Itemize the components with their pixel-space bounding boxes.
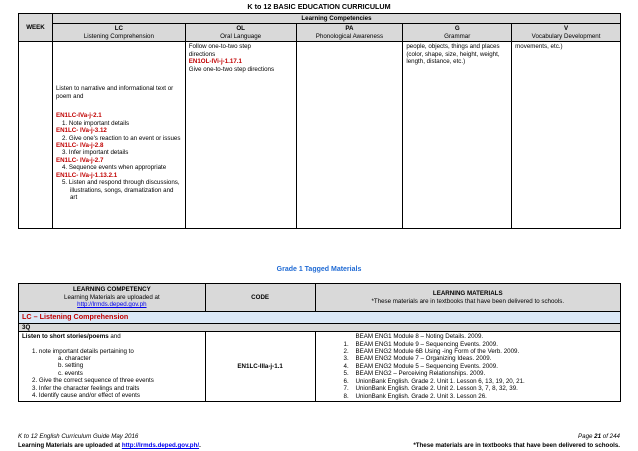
materials-header: LEARNING MATERIALS *These materials are in textbooks that have been delivered to schools. — [315, 284, 620, 312]
material-item: 1. BEAM ENG1 Module 9 – Sequencing Events. 2009. — [343, 340, 498, 348]
tagged-materials-table — [18, 283, 621, 402]
footer-page-number: Page 21 of 244 — [578, 433, 620, 440]
column-header-ol: OL Oral Language — [185, 24, 296, 42]
document-title: K to 12 BASIC EDUCATION CURRICULUM — [247, 2, 391, 11]
ol-code: EN1OL-IVi-j-1.17.1 — [188, 58, 242, 66]
section-title: Grade 1 Tagged Materials — [276, 266, 362, 273]
code-cell: EN1LC-IIIa-j-1.1 — [205, 332, 315, 402]
material-item: 4. BEAM ENG2 Module 5 – Sequencing Events. 2009. — [343, 362, 498, 370]
lc-item: Listen and respond through discussions, illustrations, songs, dramatization and art — [68, 179, 180, 201]
competency-cell: Listen to short stories/poems and 1. note important details pertaining to a. character b. setting c. events 2. Give the correct sequence of three events 3. Infer the character feelings and traits 4. Identify cause and/or effect of events — [19, 332, 206, 402]
footer-lrmds-link[interactable]: http://lrmds.deped.gov.ph/ — [121, 442, 200, 449]
material-item: 3. BEAM ENG2 Module 7 – Organizing Ideas. 2009. — [343, 355, 492, 363]
material-item: BEAM ENG1 Module 8 – Noting Details. 2009. — [355, 333, 484, 341]
week-cell — [19, 42, 53, 229]
g-cell: people, objects, things and places (color, shape, size, height, weight, length, distance, etc.) — [403, 42, 512, 229]
ol-cell: Follow one-to-two step directions EN1OL-IVi-j-1.17.1 Give one-to-two step directions — [185, 42, 296, 229]
column-header-lc: LC Listening Comprehension — [52, 24, 185, 42]
lrmds-link[interactable]: http://lrmds.deped.gov.ph — [77, 301, 147, 309]
materials-cell — [315, 332, 620, 402]
footer-uploaded: Learning Materials are uploaded at http://lrmds.deped.gov.ph/. — [18, 442, 201, 449]
competencies-table — [18, 13, 621, 229]
lc-cell: Listen to narrative and informational text or poem and EN1LC-IVa-j-2.1 1. Note important details EN1LC- IVa-j-3.12 2. Give one's reaction to an event or issues EN1LC- IVa-j-2.8 3. Infer important details EN1LC- IVa-j-2.7 4. Sequence events when appropriate EN1LC- IVa-j-1.13.2.1 5. Listen and respond through discussions, illustrations, songs, dramatization and art — [52, 42, 185, 229]
material-item: 2. BEAM ENG2 Module 6B Using -ing Form of the Verb. 2009. — [343, 347, 520, 355]
week-header: WEEK — [19, 14, 53, 42]
competency-header: LEARNING COMPETENCY Learning Materials are uploaded at http://lrmds.deped.gov.ph — [19, 284, 206, 312]
material-item: 8. UnionBank English. Grade 2. Unit 3. Lesson 26. — [343, 392, 487, 400]
lc-item: Note important details — [68, 119, 130, 127]
v-cell: movements, etc.) — [512, 42, 621, 229]
pa-cell — [296, 42, 403, 229]
footer-guide: K to 12 English Curriculum Guide May 2016 — [18, 433, 139, 440]
lc-item: Give one's reaction to an event or issues — [68, 134, 181, 142]
lc-code: EN1LC-IVa-j-2.1 — [55, 112, 102, 120]
lc-code: EN1LC- IVa-j-1.13.2.1 — [55, 171, 118, 179]
footer-note: *These materials are in textbooks that have been delivered to schools. — [413, 442, 620, 449]
material-item: 5. BEAM ENG2 – Perceiving Relationships. 2009. — [343, 370, 486, 378]
lc-intro: Listen to narrative and informational text or poem and — [55, 85, 174, 100]
learning-competencies-header: Learning Competencies — [52, 14, 620, 24]
lc-item: Sequence events when appropriate — [68, 164, 167, 172]
column-header-v: V Vocabulary Development — [512, 24, 621, 42]
material-item: 6. UnionBank English. Grade 2. Unit 1. Lesson 6, 13, 19, 20, 21. — [343, 377, 525, 385]
column-header-pa: PA Phonological Awareness — [296, 24, 403, 42]
lc-code: EN1LC- IVa-j-2.7 — [55, 156, 104, 164]
lc-code: EN1LC- IVa-j-2.8 — [55, 141, 104, 149]
lc-item: Infer important details — [68, 149, 129, 157]
column-header-g: G Grammar — [403, 24, 512, 42]
lc-section-row: LC – Listening Comprehension — [19, 312, 621, 324]
quarter-row: 3Q — [19, 323, 621, 331]
code-header: CODE — [205, 284, 315, 312]
lc-code: EN1LC- IVa-j-3.12 — [55, 127, 107, 135]
material-item: 7. UnionBank English. Grade 2. Unit 2. Lesson 3, 7, 8, 32, 39. — [343, 385, 518, 393]
